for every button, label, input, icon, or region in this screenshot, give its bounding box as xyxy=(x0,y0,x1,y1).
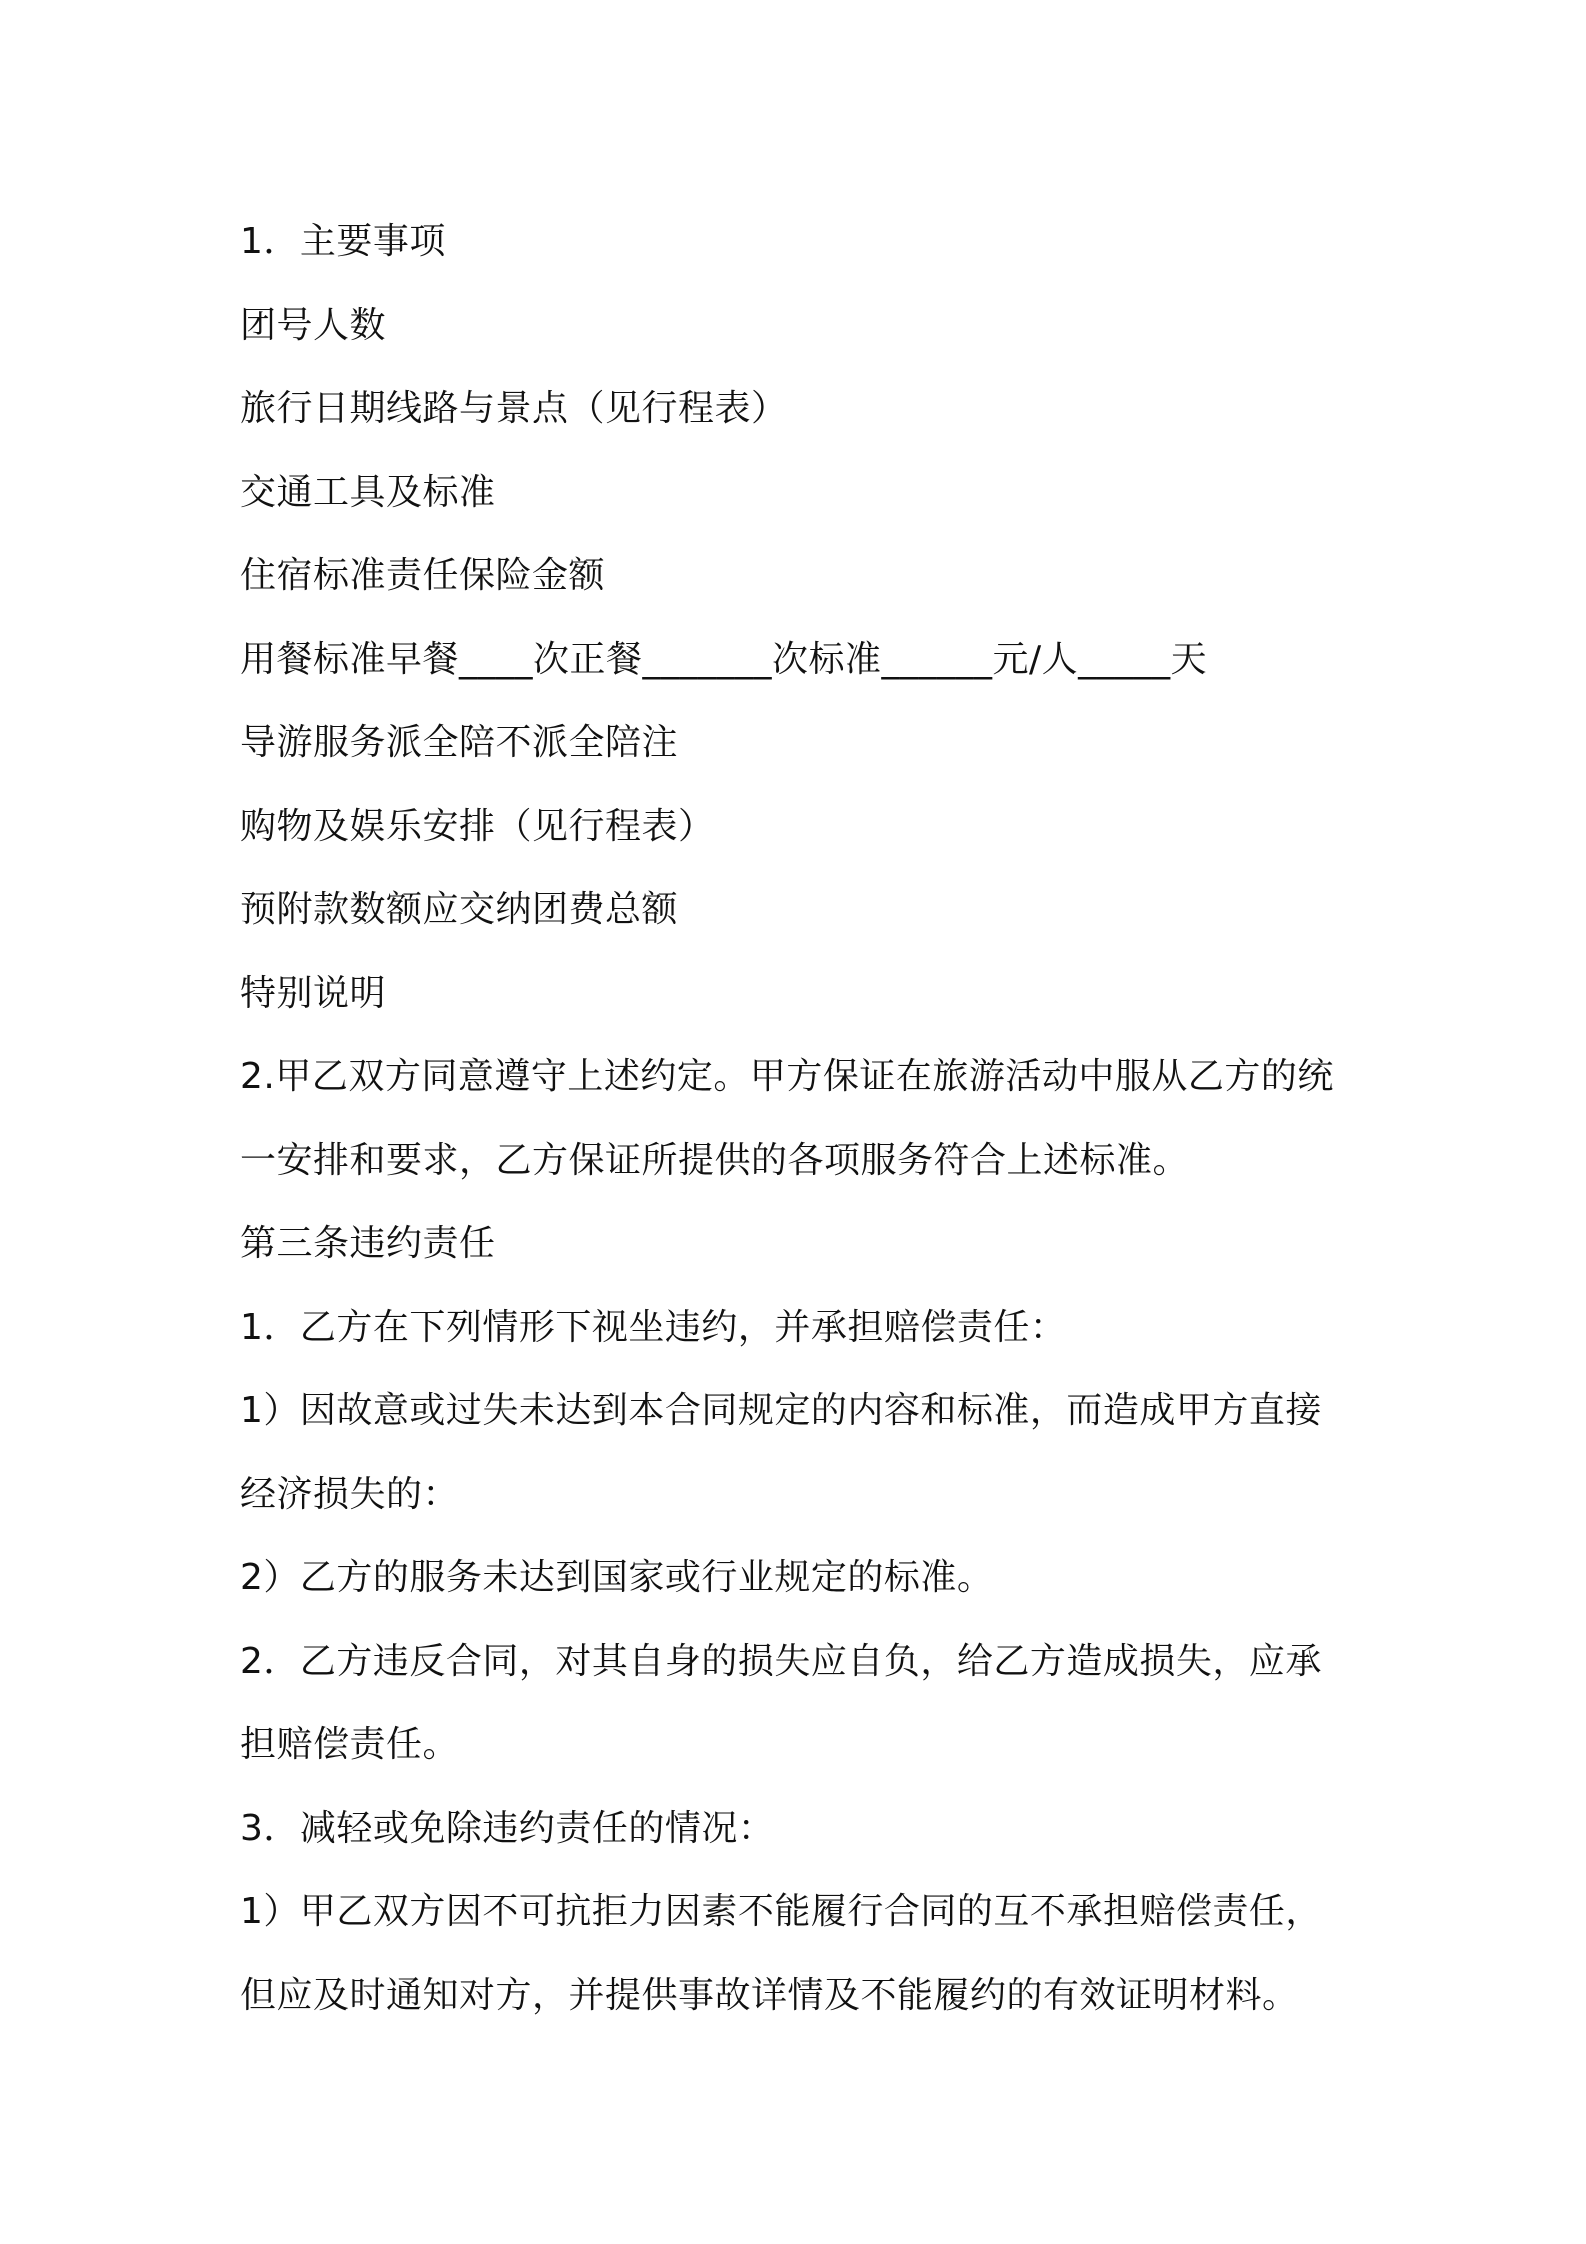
text-line-group-number: 团号人数 xyxy=(240,304,387,346)
text-line-meal-standard: 用餐标准早餐____次正餐_______次标准______元/人_____天 xyxy=(240,638,1208,680)
section-heading-main-items: 1．主要事项 xyxy=(240,221,446,262)
paragraph-agreement-line-2: 一安排和要求，乙方保证所提供的各项服务符合上述标准。 xyxy=(240,1139,1190,1181)
clause-3-item-1-line-2: 但应及时通知对方，并提供事故详情及不能履约的有效证明材料。 xyxy=(240,1974,1299,2016)
paragraph-agreement-line-1: 2.甲乙双方同意遵守上述约定。甲方保证在旅游活动中服从乙方的统 xyxy=(240,1056,1334,1097)
clause-1-item-2: 2）乙方的服务未达到国家或行业规定的标准。 xyxy=(240,1557,994,1598)
clause-1-item-1-line-1: 1）因故意或过失未达到本合同规定的内容和标准，而造成甲方直接 xyxy=(240,1390,1322,1431)
clause-2-line-2: 担赔偿责任。 xyxy=(240,1724,460,1765)
text-line-special-notes: 特别说明 xyxy=(240,972,387,1014)
text-line-travel-date: 旅行日期线路与景点（见行程表） xyxy=(240,388,788,429)
text-line-shopping: 购物及娱乐安排（见行程表） xyxy=(240,805,715,847)
text-line-guide-service: 导游服务派全陪不派全陪注 xyxy=(240,722,679,763)
clause-2-line-1: 2．乙方违反合同，对其自身的损失应自负，给乙方造成损失，应承 xyxy=(240,1640,1322,1682)
clause-1-item-1-line-2: 经济损失的： xyxy=(240,1473,460,1515)
clause-3: 3．减轻或免除违约责任的情况： xyxy=(240,1807,775,1849)
text-line-transport: 交通工具及标准 xyxy=(240,471,496,513)
document-body xyxy=(240,200,1360,2037)
clause-3-item-1-line-1: 1）甲乙双方因不可抗拒力因素不能履行合同的互不承担赔偿责任， xyxy=(240,1891,1322,1932)
section-heading-article-3: 第三条违约责任 xyxy=(240,1223,496,1264)
clause-1: 1．乙方在下列情形下视坐违约，并承担赔偿责任： xyxy=(240,1306,1067,1348)
text-line-accommodation: 住宿标准责任保险金额 xyxy=(240,555,606,596)
text-line-prepayment: 预附款数额应交纳团费总额 xyxy=(240,889,679,930)
